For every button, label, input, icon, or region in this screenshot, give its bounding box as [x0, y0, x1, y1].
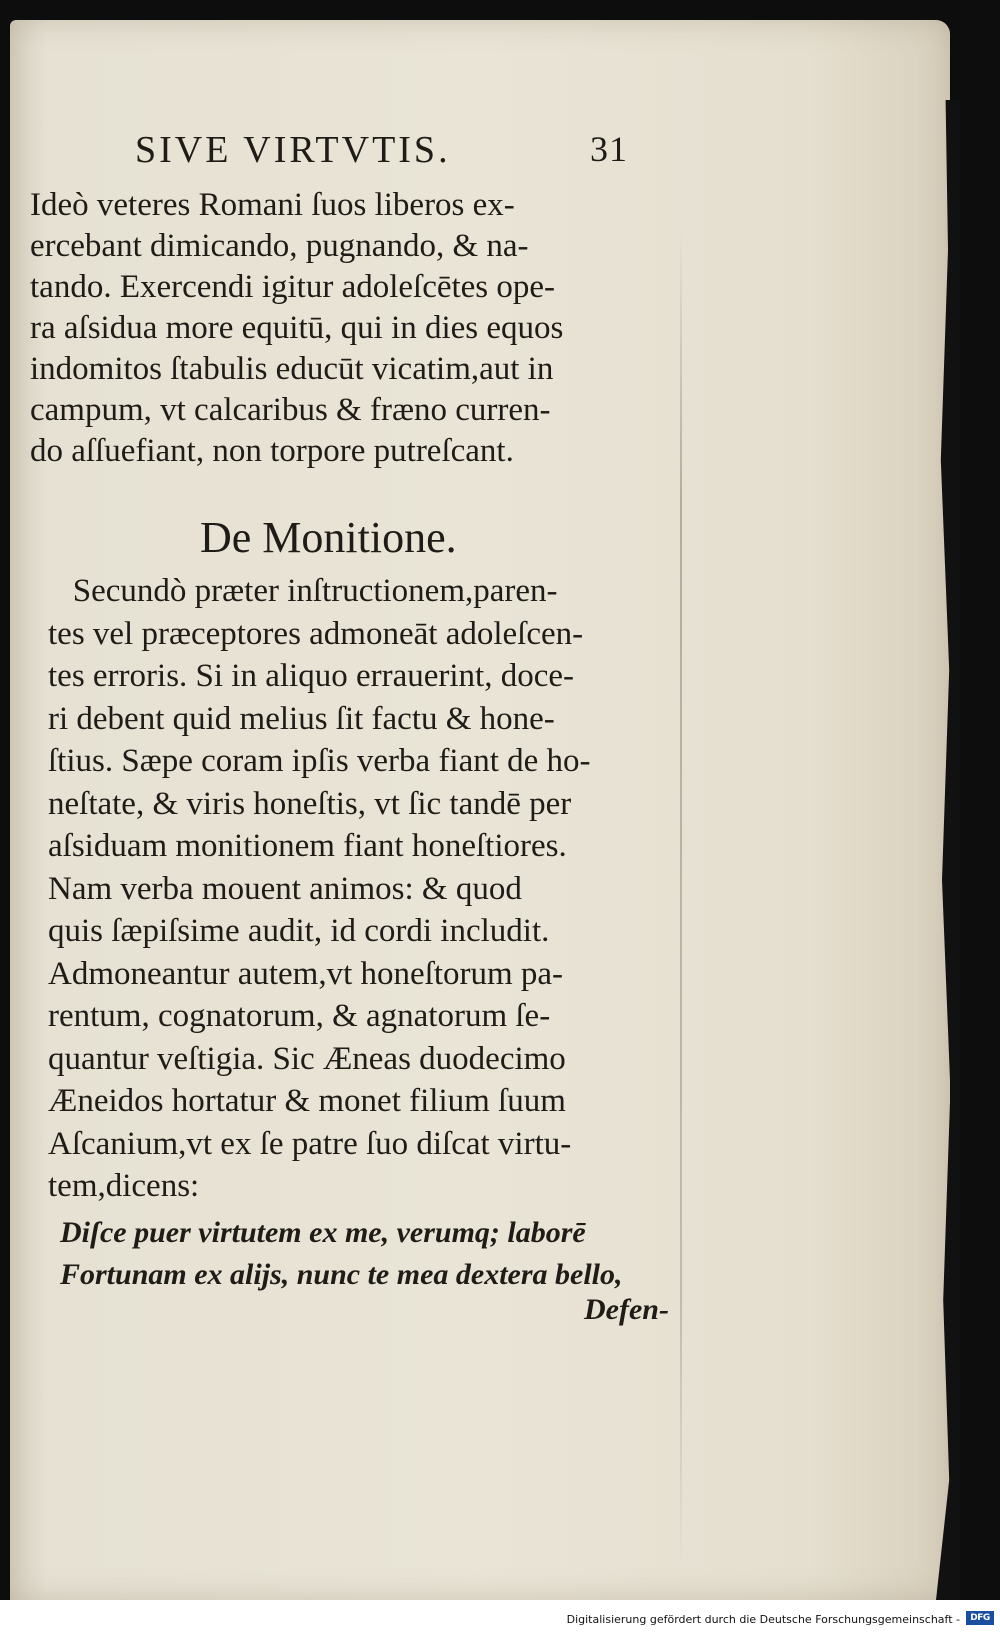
running-head: SIVE VIRTVTIS. — [135, 129, 451, 171]
dfg-logo: DFG — [966, 1611, 994, 1625]
page-crease — [680, 230, 682, 1570]
page-number: 31 — [590, 129, 628, 169]
section-heading: De Monitione. — [200, 513, 457, 562]
paragraph-2: Secundò præter inſtructionem,paren- tes vel præceptores admoneāt adoleſcen- tes erroris. Si in aliquo errauerint, doce- ri debent quid melius ſit factu & hone- ſtius. Sæpe coram ipſis verba fiant de ho- neſtate, & viris honeſtis, vt ſic tandē per aſsiduam monitionem fiant honeſtiores. Nam verba mouent animos: & quod quis ſæpiſsime audit, id cordi includit. Admoneantur autem,vt honeſtorum pa- rentum, cognatorum, & agnatorum ſe- quantur veſtigia. Sic Æneas duodecimo Æneidos hortatur & monet filium ſuum Aſcanium,vt ex ſe patre ſuo diſcat virtu- tem,dicens: — [48, 573, 591, 1204]
catchword: Defen- — [584, 1293, 669, 1326]
verse-quotation: Diſce puer virtutem ex me, verumq; laborē Fortunam ex alijs, nunc te mea dextera bello, — [60, 1216, 623, 1291]
page-torn-edge — [936, 100, 960, 1600]
footer-credit: Digitalisierung gefördert durch die Deutsche Forschungsgemeinschaft - — [566, 1613, 960, 1626]
paragraph-1: Ideò veteres Romani ſuos liberos ex- ercebant dimicando, pugnando, & na- tando. Exercendi igitur adoleſcētes ope- ra aſsidua more equitū, qui in dies equos indomitos ſtabulis educūt vicatim,aut in campum, vt calcaribus & fræno curren- do aſſuefiant, non torpore putreſcant. — [30, 187, 564, 469]
